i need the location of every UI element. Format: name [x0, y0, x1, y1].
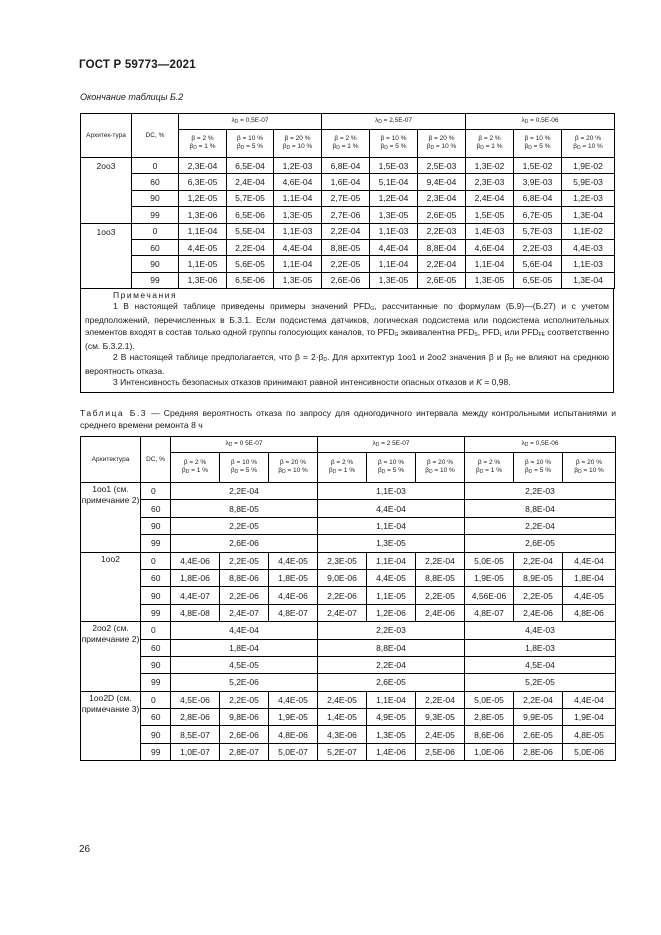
value-cell: 1,8E-04 — [563, 569, 616, 586]
dc-cell: 60 — [132, 239, 179, 255]
value-cell: 4,4E-04 — [171, 622, 318, 639]
value-cell: 2,4E-05 — [416, 726, 465, 743]
value-cell: 6,8E-04 — [514, 190, 562, 206]
value-cell: 1,1E-03 — [318, 483, 465, 500]
value-cell: 5,1E-04 — [370, 174, 418, 190]
value-cell: 9,0E-06 — [318, 569, 367, 586]
value-cell: 8,6E-06 — [465, 726, 514, 743]
value-cell: 2,8E-05 — [465, 709, 514, 726]
lambda-header: $\lambda_D = 2,5E-07$ — [322, 114, 466, 130]
value-cell: 1,1E-04 — [466, 256, 514, 272]
value-cell: 2,8E-07 — [220, 743, 269, 760]
value-cell: 1,3E-05 — [274, 207, 322, 223]
value-cell: 4,8E-08 — [171, 604, 220, 621]
value-cell: 6,5E-06 — [227, 207, 274, 223]
value-cell: 6,8E-04 — [322, 158, 370, 174]
value-cell: 1,2E-05 — [179, 190, 227, 206]
dc-cell: 99 — [141, 743, 171, 760]
value-cell: 4,4E-03 — [562, 239, 615, 255]
beta-header: β = 20 % $\beta_D = 10$ % — [269, 453, 318, 483]
lambda-header: $\lambda_D = 2$ 5E-07 — [318, 437, 465, 453]
value-cell: 1,1E-03 — [274, 223, 322, 239]
value-cell: 2,2E-04 — [514, 552, 563, 569]
value-cell: 1,1E-04 — [367, 552, 416, 569]
value-cell: 5,0E-05 — [465, 552, 514, 569]
value-cell: 8,9E-05 — [514, 569, 563, 586]
value-cell: 4,8E-05 — [563, 726, 616, 743]
value-cell: 1,1E-05 — [179, 256, 227, 272]
table-row — [81, 743, 616, 760]
table-row — [81, 569, 616, 586]
value-cell: 1,8E-06 — [171, 569, 220, 586]
table-row — [81, 500, 616, 517]
value-cell: 2,7E-05 — [322, 190, 370, 206]
beta-header: β = 10 % $\beta_D = 5$ % — [514, 453, 563, 483]
dc-cell: 99 — [141, 535, 171, 552]
value-cell: 2,2E-04 — [322, 223, 370, 239]
table-row — [81, 190, 615, 206]
lambda-header: $\lambda_D = 0$ 5E-07 — [171, 437, 318, 453]
value-cell: 1,0E-06 — [465, 743, 514, 760]
value-cell: 5,2E-07 — [318, 743, 367, 760]
value-cell: 6,5E-04 — [227, 158, 274, 174]
table-b2-end — [80, 113, 615, 289]
value-cell: 4,3E-06 — [318, 726, 367, 743]
value-cell: 2,3E-04 — [418, 190, 466, 206]
dc-cell: 90 — [132, 256, 179, 272]
value-cell: 4,4E-07 — [171, 587, 220, 604]
value-cell: 8,8E-05 — [171, 500, 318, 517]
value-cell: 1,8E-03 — [465, 639, 616, 656]
value-cell: 4,4E-05 — [179, 239, 227, 255]
dc-cell: 0 — [141, 483, 171, 500]
value-cell: 8,8E-05 — [416, 569, 465, 586]
value-cell: 9,8E-06 — [220, 709, 269, 726]
table-row — [81, 483, 616, 500]
table-row — [81, 239, 615, 255]
table-row — [81, 709, 616, 726]
architecture-cell: 1oo2 — [81, 552, 141, 622]
value-cell: 2,6E-06 — [220, 726, 269, 743]
value-cell: 1,3E-05 — [370, 207, 418, 223]
dc-cell: 99 — [141, 674, 171, 691]
value-cell: 5,0E-05 — [465, 691, 514, 708]
value-cell: 2,2E-03 — [514, 239, 562, 255]
value-cell: 2,2E-06 — [318, 587, 367, 604]
dc-cell: 0 — [132, 158, 179, 174]
value-cell: 6,5E-05 — [514, 272, 562, 288]
value-cell: 1,3E-02 — [466, 158, 514, 174]
value-cell: 2,4E-04 — [227, 174, 274, 190]
col-header-architecture: Архитек-тура — [81, 114, 132, 158]
note-3: 3 Интенсивность безопасных отказов принимают равной интенсивности опасных отказов и K = 0,98. — [113, 377, 511, 388]
lambda-header: $\lambda_D = 0,5E-07$ — [179, 114, 322, 130]
value-cell: 1,1E-05 — [367, 587, 416, 604]
value-cell: 5,0E-07 — [269, 743, 318, 760]
dc-cell: 60 — [141, 569, 171, 586]
table-row — [81, 726, 616, 743]
beta-header: β = 10 % $\beta_D = 5$ % — [227, 130, 274, 158]
value-cell: 2,2E-04 — [416, 691, 465, 708]
value-cell: 2,8E-06 — [514, 743, 563, 760]
beta-header: β = 2 % $\beta_D = 1$ % — [179, 130, 227, 158]
value-cell: 4,5E-04 — [465, 656, 616, 673]
table-row — [81, 535, 616, 552]
value-cell: 8,8E-04 — [465, 500, 616, 517]
value-cell: 1,9E-05 — [465, 569, 514, 586]
value-cell: 9,4E-04 — [418, 174, 466, 190]
beta-header: β = 10 % $\beta_D = 5$ % — [370, 130, 418, 158]
page-header: ГОСТ Р 59773—2021 — [79, 59, 196, 71]
value-cell: 2,6E-05 — [418, 207, 466, 223]
value-cell: 4,4E-04 — [274, 239, 322, 255]
value-cell: 1,5E-03 — [370, 158, 418, 174]
value-cell: 5,5E-04 — [227, 223, 274, 239]
value-cell: 8,8E-04 — [418, 239, 466, 255]
value-cell: 4,8E-07 — [269, 604, 318, 621]
value-cell: 2,2E-04 — [227, 239, 274, 255]
value-cell: 1,4E-06 — [367, 743, 416, 760]
dc-cell: 60 — [141, 639, 171, 656]
value-cell: 1,1E-04 — [274, 190, 322, 206]
beta-header: β = 2 % $\beta_D = 1$ % — [465, 453, 514, 483]
value-cell: 1,3E-05 — [318, 535, 465, 552]
value-cell: 6,7E-05 — [514, 207, 562, 223]
value-cell: 5,0E-06 — [563, 743, 616, 760]
value-cell: 6,3E-05 — [179, 174, 227, 190]
beta-header: β = 20 % $\beta_D = 10$ % — [562, 130, 615, 158]
dc-cell: 60 — [141, 709, 171, 726]
value-cell: 2,4E-06 — [514, 604, 563, 621]
value-cell: 2,4E-06 — [416, 604, 465, 621]
value-cell: 1,3E-05 — [370, 272, 418, 288]
lambda-header: $\lambda_D = 0,5E-06$ — [465, 437, 616, 453]
value-cell: 3,9E-03 — [514, 174, 562, 190]
value-cell: 1,4E-05 — [318, 709, 367, 726]
note-1: 1 В настоящей таблице приведены примеры значений $PFD_G$, рассчитанные по формулам (Б.9)—(Б.27) и с учетом предположений, перечисленных в Б.3.1. Если подсистема датчиков, логическая подсистема или подсистема исполнительных элементов входят в состав только одной группы голосующих каналов, то $PFD_G$ эквивалентна $PFD_S$, $PFD_L$ или $PFD_{FE}$ соответственно (см. Б.3.2.1). — [85, 301, 610, 351]
value-cell: 5,6E-05 — [227, 256, 274, 272]
value-cell: 1,6E-04 — [322, 174, 370, 190]
table-row — [81, 517, 616, 534]
value-cell: 4,4E-04 — [563, 691, 616, 708]
value-cell: 4,4E-04 — [563, 552, 616, 569]
value-cell: 4,5E-05 — [171, 656, 318, 673]
note-2: 2 В настоящей таблице предполагается, что $\beta = 2\cdot\beta_D$. Для архитектур 1oo1 и 2oo2 значения β и $\beta_D$ не влияют на среднюю вероятность отказа. — [85, 352, 609, 377]
value-cell: 1,3E-06 — [179, 207, 227, 223]
dc-cell: 99 — [132, 207, 179, 223]
value-cell: 2,6E-06 — [322, 272, 370, 288]
table-row — [81, 587, 616, 604]
value-cell: 2,2E-05 — [220, 552, 269, 569]
value-cell: 2,6E-05 — [318, 674, 465, 691]
value-cell: 1,0E-07 — [171, 743, 220, 760]
dc-cell: 90 — [141, 587, 171, 604]
beta-header: β = 10 % $\beta_D = 5$ % — [514, 130, 562, 158]
value-cell: 1,9E-05 — [269, 709, 318, 726]
dc-cell: 0 — [141, 552, 171, 569]
value-cell: 1,1E-03 — [562, 256, 615, 272]
dc-cell: 60 — [132, 174, 179, 190]
beta-header: β = 20 % $\beta_D = 10$ % — [418, 130, 466, 158]
value-cell: 5,9E-03 — [562, 174, 615, 190]
page-number: 26 — [79, 844, 91, 855]
beta-header: β = 20 % $\beta_D = 10$ % — [416, 453, 465, 483]
value-cell: 4,5E-06 — [171, 691, 220, 708]
value-cell: 4,4E-03 — [465, 622, 616, 639]
architecture-cell: 1oo3 — [81, 223, 132, 289]
table-row — [81, 622, 616, 639]
architecture-cell: 1oo2D (см. примечание 3) — [81, 691, 141, 761]
value-cell: 2,3E-04 — [179, 158, 227, 174]
value-cell: 4,4E-05 — [269, 691, 318, 708]
value-cell: 4,4E-05 — [269, 552, 318, 569]
value-cell: 1,2E-04 — [370, 190, 418, 206]
dc-cell: 90 — [141, 726, 171, 743]
value-cell: 1,1E-03 — [370, 223, 418, 239]
beta-header: β = 2 % $\beta_D = 1$ % — [322, 130, 370, 158]
dc-cell: 0 — [141, 691, 171, 708]
col-header-dc: DC, % — [132, 114, 179, 158]
value-cell: 4,6E-04 — [466, 239, 514, 255]
value-cell: 1,9E-04 — [563, 709, 616, 726]
value-cell: 2,6E-05 — [465, 535, 616, 552]
beta-header: β = 10 % $\beta_D = 5$ % — [220, 453, 269, 483]
value-cell: 4,4E-04 — [370, 239, 418, 255]
value-cell: 1,1E-04 — [274, 256, 322, 272]
value-cell: 2,2E-04 — [318, 656, 465, 673]
beta-header: β = 10 % $\beta_D = 5$ % — [367, 453, 416, 483]
value-cell: 2,2E-05 — [171, 517, 318, 534]
table-row — [81, 272, 615, 288]
table-b2-notes — [80, 288, 614, 393]
value-cell: 5,7E-05 — [227, 190, 274, 206]
dc-cell: 99 — [132, 272, 179, 288]
value-cell: 2,4E-04 — [466, 190, 514, 206]
col-header-architecture: Архитектура — [81, 437, 141, 483]
value-cell: 2,5E-06 — [416, 743, 465, 760]
architecture-cell: 2oo3 — [81, 158, 132, 224]
value-cell: 1,5E-05 — [466, 207, 514, 223]
value-cell: 2,2E-03 — [318, 622, 465, 639]
value-cell: 2,2E-05 — [416, 587, 465, 604]
value-cell: 4,8E-06 — [269, 726, 318, 743]
table-row — [81, 691, 616, 708]
value-cell: 1,3E-06 — [179, 272, 227, 288]
dc-cell: 0 — [141, 622, 171, 639]
value-cell: 1,4E-03 — [466, 223, 514, 239]
beta-header: β = 2 % $\beta_D = 1$ % — [318, 453, 367, 483]
dc-cell: 0 — [132, 223, 179, 239]
value-cell: 1,2E-03 — [562, 190, 615, 206]
value-cell: 2,2E-04 — [416, 552, 465, 569]
architecture-cell: 2oo2 (см. примечание 2) — [81, 622, 141, 692]
value-cell: 2,2E-04 — [514, 691, 563, 708]
value-cell: 2,4E-05 — [318, 691, 367, 708]
value-cell: 1,1E-04 — [370, 256, 418, 272]
value-cell: 2,2E-05 — [514, 587, 563, 604]
value-cell: 1,1E-04 — [318, 517, 465, 534]
value-cell: 4,56E-06 — [465, 587, 514, 604]
value-cell: 1,2E-06 — [367, 604, 416, 621]
table-row — [81, 256, 615, 272]
value-cell: 8,5E-07 — [171, 726, 220, 743]
value-cell: 4,4E-04 — [318, 500, 465, 517]
col-header-dc: DC, % — [141, 437, 171, 483]
table-b3 — [80, 436, 616, 761]
value-cell: 1,9E-02 — [562, 158, 615, 174]
value-cell: 2,4E-07 — [220, 604, 269, 621]
value-cell: 1,3E-05 — [274, 272, 322, 288]
value-cell: 2,6E-05 — [514, 726, 563, 743]
value-cell: 5,2E-05 — [465, 674, 616, 691]
value-cell: 2,2E-04 — [465, 517, 616, 534]
value-cell: 5,6E-04 — [514, 256, 562, 272]
value-cell: 2,3E-05 — [318, 552, 367, 569]
value-cell: 8,8E-06 — [220, 569, 269, 586]
value-cell: 2,2E-03 — [465, 483, 616, 500]
value-cell: 1,2E-03 — [274, 158, 322, 174]
value-cell: 4,4E-05 — [563, 587, 616, 604]
table-row — [81, 639, 616, 656]
table-row — [81, 552, 616, 569]
value-cell: 1,3E-04 — [562, 207, 615, 223]
table-row — [81, 223, 615, 239]
value-cell: 2,3E-03 — [466, 174, 514, 190]
value-cell: 5,2E-06 — [171, 674, 318, 691]
value-cell: 2,2E-03 — [418, 223, 466, 239]
value-cell: 4,4E-05 — [367, 569, 416, 586]
value-cell: 1,5E-02 — [514, 158, 562, 174]
value-cell: 2,2E-05 — [322, 256, 370, 272]
value-cell: 5,7E-03 — [514, 223, 562, 239]
table-row — [81, 174, 615, 190]
beta-header: β = 2 % $\beta_D = 1$ % — [466, 130, 514, 158]
value-cell: 1,1E-04 — [367, 691, 416, 708]
table-row — [81, 674, 616, 691]
value-cell: 4,8E-07 — [465, 604, 514, 621]
dc-cell: 90 — [132, 190, 179, 206]
value-cell: 8,8E-05 — [322, 239, 370, 255]
value-cell: 1,1E-02 — [562, 223, 615, 239]
beta-header: β = 20 % $\beta_D = 10$ % — [563, 453, 616, 483]
value-cell: 1,3E-05 — [367, 726, 416, 743]
value-cell: 2,7E-06 — [322, 207, 370, 223]
value-cell: 1,1E-04 — [179, 223, 227, 239]
value-cell: 4,9E-05 — [367, 709, 416, 726]
value-cell: 4,4E-06 — [269, 587, 318, 604]
value-cell: 4,8E-06 — [563, 604, 616, 621]
value-cell: 2,4E-07 — [318, 604, 367, 621]
value-cell: 2,6E-06 — [171, 535, 318, 552]
value-cell: 2,2E-05 — [220, 691, 269, 708]
value-cell: 1,8E-04 — [171, 639, 318, 656]
dc-cell: 90 — [141, 656, 171, 673]
table-b3-caption: Таблица Б.3 — Средняя вероятность отказа по запросу для одногодичного интервала между контрольными испытаниями и среднего времени ремонта 8 ч — [80, 408, 617, 430]
value-cell: 1,3E-05 — [466, 272, 514, 288]
lambda-header: $\lambda_D = 0,5E-06$ — [466, 114, 615, 130]
value-cell: 2,2E-06 — [220, 587, 269, 604]
value-cell: 2,2E-04 — [171, 483, 318, 500]
table-row — [81, 656, 616, 673]
value-cell: 6,5E-06 — [227, 272, 274, 288]
table-row — [81, 207, 615, 223]
table-b2-caption: Окончание таблицы Б.2 — [80, 92, 184, 102]
dc-cell: 99 — [141, 604, 171, 621]
value-cell: 2,2E-04 — [418, 256, 466, 272]
architecture-cell: 1oo1 (см. примечание 2) — [81, 483, 141, 553]
value-cell: 2,6E-05 — [418, 272, 466, 288]
value-cell: 1,3E-04 — [562, 272, 615, 288]
value-cell: 2,5E-03 — [418, 158, 466, 174]
table-row — [81, 158, 615, 174]
value-cell: 4,4E-06 — [171, 552, 220, 569]
dc-cell: 90 — [141, 517, 171, 534]
beta-header: β = 2 % $\beta_D = 1$ % — [171, 453, 220, 483]
beta-header: β = 20 % $\beta_D = 10$ % — [274, 130, 322, 158]
value-cell: 1,8E-05 — [269, 569, 318, 586]
value-cell: 8,8E-04 — [318, 639, 465, 656]
dc-cell: 60 — [141, 500, 171, 517]
notes-heading: Примечания — [113, 290, 178, 300]
value-cell: 2,8E-06 — [171, 709, 220, 726]
table-row — [81, 604, 616, 621]
value-cell: 9,9E-05 — [514, 709, 563, 726]
value-cell: 4,6E-04 — [274, 174, 322, 190]
value-cell: 9,3E-05 — [416, 709, 465, 726]
